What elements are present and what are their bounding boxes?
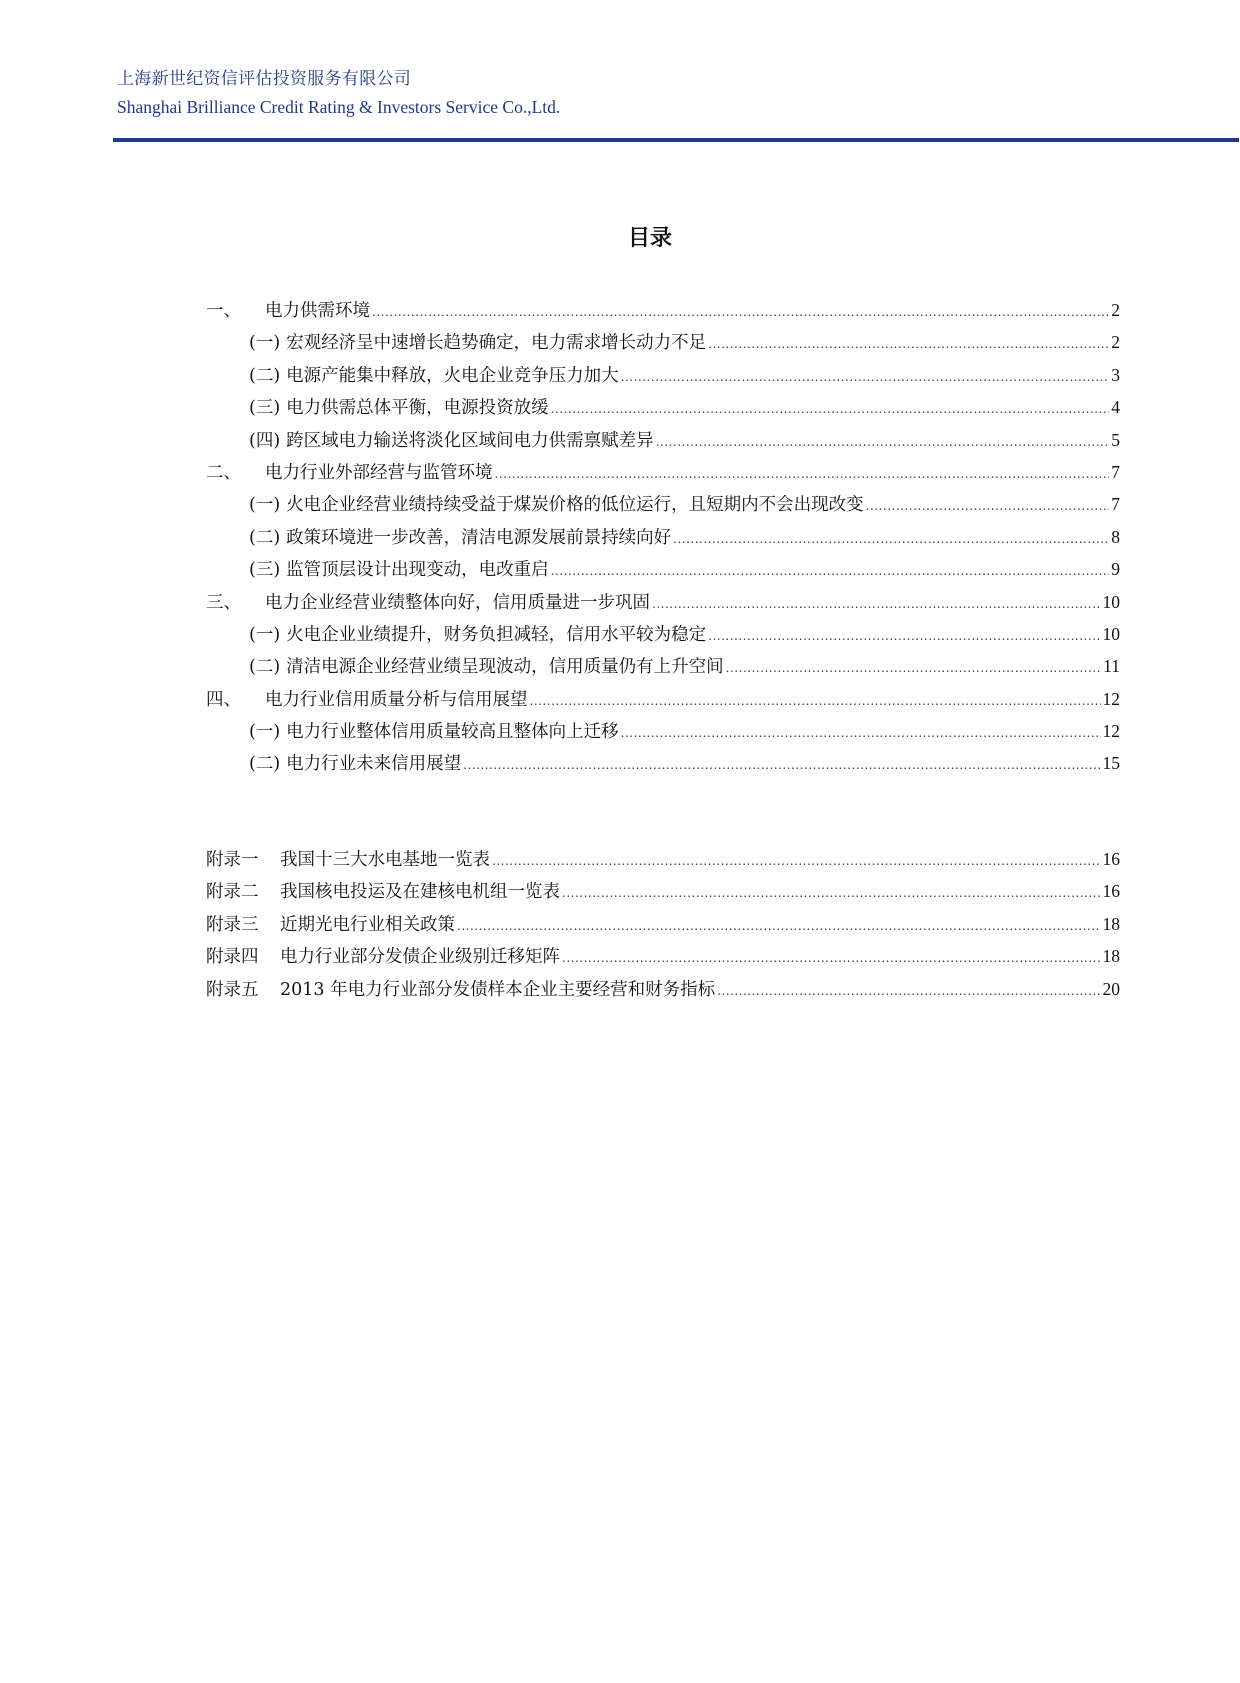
entry-label: 电源产能集中释放，火电企业竞争压力加大	[286, 365, 619, 386]
dot-leader	[866, 500, 1110, 512]
header-divider	[113, 138, 1239, 142]
entry-page-number: 8	[1111, 526, 1120, 547]
entry-page-number: 18	[1102, 946, 1120, 967]
entry-number: (二)	[249, 527, 281, 548]
toc-chapter-entry[interactable]	[206, 294, 1120, 326]
appendix-entry[interactable]	[206, 908, 1120, 940]
toc-section-entry[interactable]	[206, 650, 1120, 682]
entry-number: (三)	[249, 560, 281, 581]
table-of-contents	[206, 294, 1120, 780]
entry-page-number: 10	[1102, 623, 1120, 644]
entry-label: 近期光电行业相关政策	[280, 914, 455, 935]
appendix-entry[interactable]	[206, 875, 1120, 907]
entry-number: 附录五	[206, 979, 259, 1000]
entry-page-number: 7	[1111, 494, 1120, 515]
dot-leader	[495, 468, 1110, 480]
entry-page-number: 2	[1111, 332, 1120, 353]
toc-section-entry[interactable]	[206, 553, 1120, 585]
dot-leader	[372, 306, 1109, 318]
entry-page-number: 2	[1111, 300, 1120, 320]
entry-number: 一、	[206, 301, 241, 321]
dot-leader	[717, 985, 1100, 997]
entry-label: 电力行业信用质量分析与信用展望	[265, 689, 528, 710]
entry-label: 我国核电投运及在建核电机组一览表	[280, 882, 560, 903]
entry-number: 四、	[206, 689, 241, 710]
page-header	[117, 68, 1237, 119]
dot-leader	[656, 436, 1110, 448]
dot-leader	[621, 727, 1101, 739]
toc-section-entry[interactable]	[206, 391, 1120, 423]
dot-leader	[457, 920, 1101, 932]
entry-number: 附录一	[206, 850, 259, 870]
dot-leader	[708, 630, 1100, 642]
appendix-entry[interactable]	[206, 973, 1120, 1005]
dot-leader	[530, 695, 1101, 707]
page-title: 目录	[627, 226, 672, 251]
entry-page-number: 7	[1111, 461, 1120, 482]
entry-label: 电力企业经营业绩整体向好，信用质量进一步巩固	[265, 592, 650, 613]
entry-page-number: 12	[1102, 688, 1120, 709]
entry-page-number: 12	[1102, 721, 1120, 742]
entry-number: 附录三	[206, 914, 259, 935]
entry-label: 火电企业业绩提升，财务负担减轻，信用水平较为稳定	[286, 624, 707, 645]
toc-chapter-entry[interactable]	[206, 683, 1120, 715]
entry-page-number: 15	[1102, 753, 1120, 774]
appendix-entry[interactable]	[206, 940, 1120, 972]
entry-number: 二、	[206, 462, 241, 483]
dot-leader	[621, 371, 1110, 383]
entry-page-number: 18	[1102, 913, 1120, 934]
entry-number: (一)	[249, 333, 281, 354]
appendix-entry[interactable]	[206, 843, 1120, 875]
entry-number: (三)	[249, 398, 281, 419]
entry-label: 2013 年电力行业部分发债样本企业主要经营和财务指标	[280, 979, 716, 1000]
appendix-list	[206, 843, 1120, 1005]
dot-leader	[726, 662, 1101, 674]
entry-number: 附录二	[206, 882, 259, 903]
entry-number: (二)	[249, 657, 281, 678]
company-name-chinese: 上海新世纪资信评估投资服务有限公司	[117, 69, 412, 89]
company-name-english: Shanghai Brilliance Credit Rating & Investors Service Co.,Ltd.	[117, 97, 561, 117]
toc-section-entry[interactable]	[206, 521, 1120, 553]
entry-number: 附录四	[206, 947, 259, 968]
entry-page-number: 16	[1102, 849, 1120, 869]
entry-label: 电力供需总体平衡，电源投资放缓	[286, 398, 549, 419]
entry-label: 宏观经济呈中速增长趋势确定，电力需求增长动力不足	[286, 333, 707, 354]
toc-section-entry[interactable]	[206, 359, 1120, 391]
dot-leader	[562, 887, 1101, 899]
entry-number: (一)	[249, 722, 281, 743]
entry-page-number: 11	[1103, 656, 1120, 677]
entry-number: (二)	[249, 754, 281, 775]
entry-label: 政策环境进一步改善，清洁电源发展前景持续向好	[286, 527, 672, 548]
entry-page-number: 4	[1111, 397, 1120, 418]
dot-leader	[708, 338, 1109, 350]
toc-section-entry[interactable]	[206, 424, 1120, 456]
toc-section-entry[interactable]	[206, 326, 1120, 358]
entry-page-number: 20	[1102, 978, 1120, 999]
entry-label: 跨区域电力输送将淡化区域间电力供需禀赋差异	[286, 430, 654, 451]
entry-page-number: 9	[1111, 559, 1120, 580]
entry-page-number: 5	[1111, 429, 1120, 450]
entry-label: 火电企业经营业绩持续受益于煤炭价格的低位运行，且短期内不会出现改变	[286, 495, 864, 516]
entry-label: 电力行业未来信用展望	[286, 754, 462, 775]
dot-leader	[551, 565, 1110, 577]
entry-number: 三、	[206, 592, 241, 613]
entry-page-number: 3	[1111, 364, 1120, 385]
entry-label: 监管顶层设计出现变动，电改重启	[286, 560, 549, 581]
toc-section-entry[interactable]	[206, 715, 1120, 747]
entry-label: 电力供需环境	[265, 301, 370, 321]
dot-leader	[652, 598, 1101, 610]
entry-number: (二)	[249, 365, 281, 386]
entry-page-number: 10	[1102, 591, 1120, 612]
toc-chapter-entry[interactable]	[206, 586, 1120, 618]
dot-leader	[562, 952, 1101, 964]
entry-label: 电力行业部分发债企业级别迁移矩阵	[280, 947, 560, 968]
dot-leader	[551, 403, 1110, 415]
entry-label: 电力行业外部经营与监管环境	[265, 462, 493, 483]
toc-chapter-entry[interactable]	[206, 456, 1120, 488]
dot-leader	[673, 533, 1109, 545]
toc-section-entry[interactable]	[206, 747, 1120, 779]
entry-label: 电力行业整体信用质量较高且整体向上迁移	[286, 722, 619, 743]
dot-leader	[492, 855, 1101, 867]
entry-number: (一)	[249, 624, 281, 645]
entry-page-number: 16	[1102, 881, 1120, 902]
entry-label: 清洁电源企业经营业绩呈现波动，信用质量仍有上升空间	[286, 657, 724, 678]
toc-section-entry[interactable]	[206, 618, 1120, 650]
entry-number: (一)	[249, 495, 281, 516]
toc-section-entry[interactable]	[206, 488, 1120, 520]
dot-leader	[463, 759, 1100, 771]
entry-label: 我国十三大水电基地一览表	[280, 850, 490, 870]
entry-number: (四)	[249, 430, 281, 451]
